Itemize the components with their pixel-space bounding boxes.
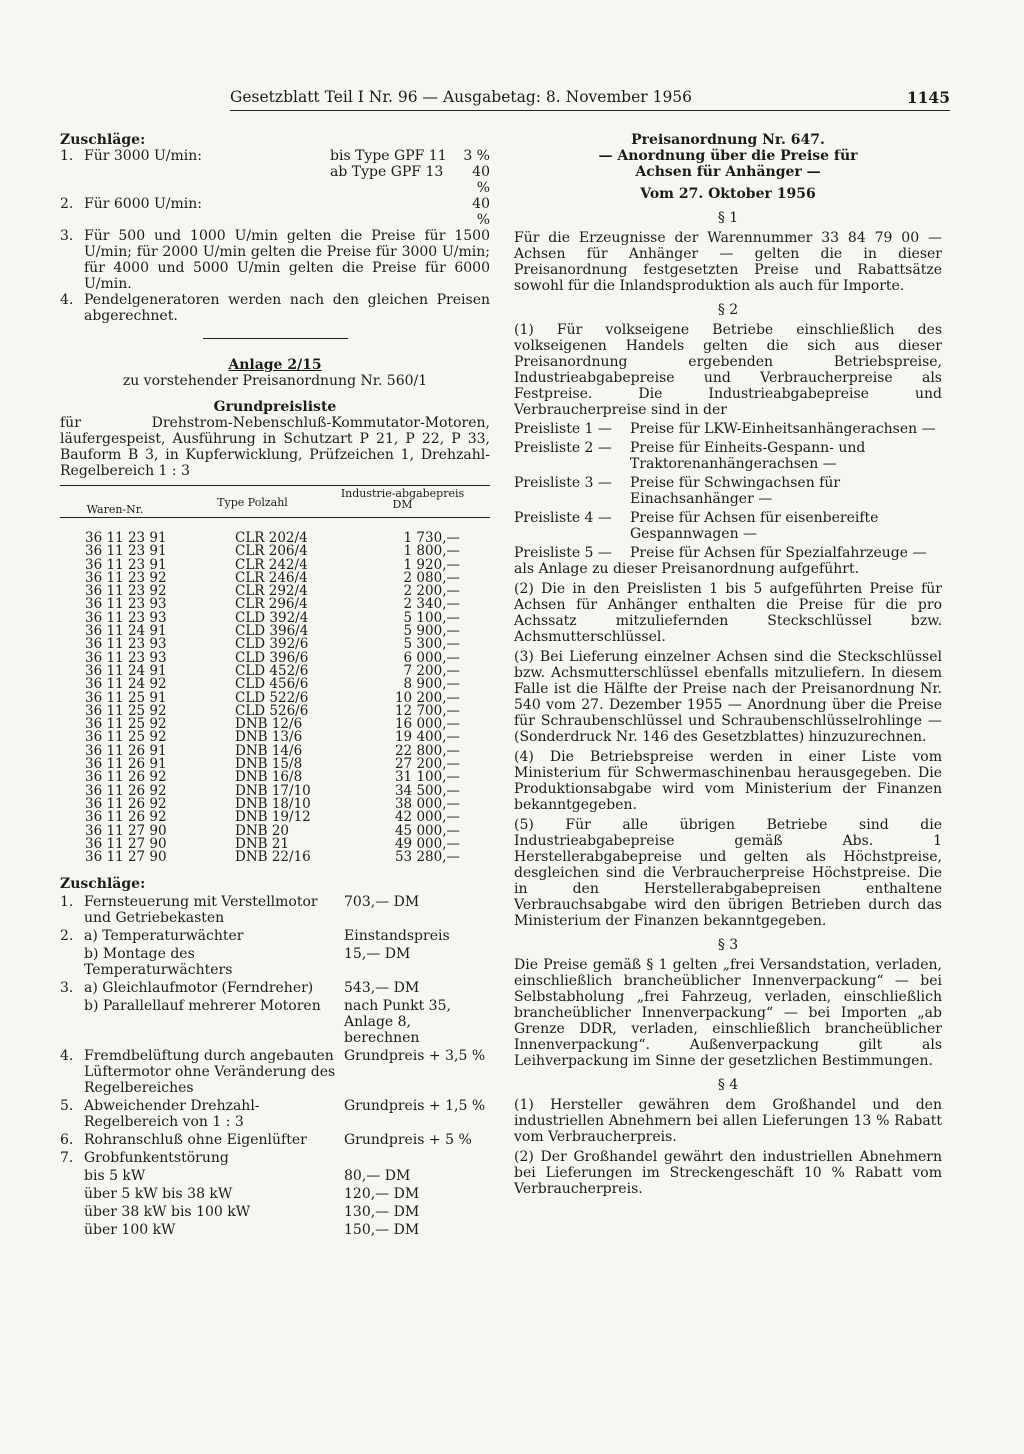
item-description: Rohranschluß ohne Eigenlüfter bbox=[84, 1132, 307, 1149]
item-value: Einstandspreis bbox=[344, 928, 450, 945]
table-cell-waren: 36 11 25 91 bbox=[85, 689, 167, 706]
table-cell-type: CLD 392/4 bbox=[235, 609, 309, 626]
price-list-title: Grundpreisliste bbox=[213, 399, 337, 415]
table-cell-waren: 36 11 26 92 bbox=[85, 795, 167, 812]
table-cell-waren: 36 11 25 92 bbox=[85, 716, 167, 733]
item-type: ab Type GPF 13 bbox=[330, 164, 444, 180]
table-cell-type: CLR 202/4 bbox=[235, 530, 308, 546]
item-value: Grundpreis + 5 % bbox=[344, 1132, 472, 1149]
table-cell-price: 10 200,— bbox=[394, 689, 460, 706]
section-3-heading: § 3 bbox=[717, 937, 739, 953]
item-description: Fremdbelüftung durch angebauten Lüftermotor ohne Veränderung des Regelbereiches bbox=[84, 1048, 336, 1097]
surcharges2-list bbox=[60, 894, 490, 1238]
table-cell-type: DNB 19/12 bbox=[235, 809, 311, 826]
item-description: a) Gleichlaufmotor (Ferndreher) bbox=[84, 980, 314, 997]
table-cell-price: 1 800,— bbox=[403, 543, 460, 560]
table-cell-waren: 36 11 23 93 bbox=[85, 596, 167, 613]
table-cell-price: 7 200,— bbox=[403, 662, 460, 679]
price-list-text: Preise für Achsen für eisenbereifte Gespannwagen — bbox=[630, 510, 879, 542]
table-cell-type: DNB 12/6 bbox=[235, 716, 303, 733]
divider bbox=[203, 338, 348, 339]
surcharge-item bbox=[60, 1168, 490, 1184]
surcharge-item bbox=[60, 1048, 490, 1096]
annex-reference: zu vorstehender Preisanordnung Nr. 560/1 bbox=[122, 373, 428, 389]
item-value: nach Punkt 35, Anlage 8, berechnen bbox=[344, 998, 451, 1047]
table-cell-price: 5 300,— bbox=[403, 636, 460, 653]
section-2-heading: § 2 bbox=[717, 302, 739, 318]
item-number bbox=[60, 1168, 84, 1184]
item-number: 2. bbox=[60, 928, 74, 945]
item-type: bis Type GPF 11 bbox=[330, 148, 447, 164]
table-cell-type: DNB 20 bbox=[235, 822, 290, 839]
price-list-item bbox=[514, 421, 942, 437]
table-cell-waren: 36 11 26 91 bbox=[85, 756, 167, 773]
surcharge-item bbox=[60, 228, 490, 292]
item-number: 6. bbox=[60, 1132, 74, 1149]
table-cell-price: 31 100,— bbox=[394, 769, 460, 786]
item-number bbox=[60, 1186, 84, 1202]
table-cell-type: DNB 15/8 bbox=[235, 756, 303, 773]
item-number: 3. bbox=[60, 228, 74, 244]
item-label: Für 3000 U/min: bbox=[84, 148, 202, 164]
item-value: 120,— DM bbox=[344, 1186, 420, 1203]
item-description: bis 5 kW bbox=[84, 1168, 146, 1185]
surcharge-item bbox=[60, 292, 490, 324]
table-cell-waren: 36 11 24 91 bbox=[85, 623, 167, 640]
table-cell-waren: 36 11 25 92 bbox=[85, 729, 167, 746]
section-2-para-3: (3) Bei Lieferung einzelner Achsen sind die Steckschlüssel bzw. Achsmutterschlüssel ebenfalls mitzuliefern. In diesem Falle ist die Hälfte der Preise nach der Preisanordnung Nr. 540 vom 27. Dezember 1955 — Anordnung über die Preise für Schraubenschlüssel und Schraubenschlüsselrohlinge — (Sonderdruck Nr. 146 des Gesetzblattes) hinzuzurechnen. bbox=[514, 649, 942, 745]
table-cell-waren: 36 11 27 90 bbox=[85, 835, 167, 852]
table-cell-price: 22 800,— bbox=[394, 742, 460, 759]
price-list-description: für Drehstrom-Nebenschluß-Kommutator-Motoren, läufergespeist, Ausführung in Schutzart P 21, P 22, P 33, Bauform B 3, in Kupferwicklung, Prüfzeichen 1, Drehzahl-Regelbereich 1 : 3 bbox=[60, 415, 490, 479]
item-percent: 40 % bbox=[472, 164, 490, 196]
page-number: 1145 bbox=[906, 88, 950, 107]
table-cell-type: CLD 526/6 bbox=[235, 702, 309, 719]
table-cell-type: CLR 292/4 bbox=[235, 583, 308, 600]
table-header bbox=[60, 485, 490, 518]
table-cell-waren: 36 11 23 93 bbox=[85, 609, 167, 626]
price-table bbox=[60, 518, 490, 864]
price-list-label: Preisliste 3 — bbox=[514, 475, 612, 491]
col-header-type: Type Polzahl bbox=[217, 496, 288, 509]
table-cell-waren: 36 11 26 91 bbox=[85, 742, 167, 759]
item-percent: 40 % bbox=[472, 196, 490, 228]
surcharge-item bbox=[60, 1204, 490, 1220]
section-4-para-2: (2) Der Großhandel gewährt den industriellen Abnehmern bei Lieferungen im Streckengeschäft 10 % Rabatt vom Verbraucherpreis. bbox=[514, 1149, 942, 1197]
section-2-para-4: (4) Die Betriebspreise werden in einer Liste vom Ministerium für Schwermaschinenbau herausgegeben. Die Produktionsabgabe wird vom Ministerium der Finanzen bekanntgegeben. bbox=[514, 749, 942, 813]
surcharge-item bbox=[60, 148, 490, 196]
col-header-waren: Waren-Nr. bbox=[86, 503, 144, 516]
item-value bbox=[344, 1150, 490, 1166]
item-description: b) Parallellauf mehrerer Motoren bbox=[84, 998, 321, 1015]
table-cell-type: DNB 17/10 bbox=[235, 782, 311, 799]
table-cell-type: DNB 18/10 bbox=[235, 795, 311, 812]
item-value: 80,— DM bbox=[344, 1168, 411, 1185]
price-list-item bbox=[514, 475, 942, 507]
table-cell-price: 16 000,— bbox=[394, 716, 460, 733]
col-header-price: Industrie-abgabepreis DM bbox=[340, 487, 465, 511]
table-cell-type: CLD 522/6 bbox=[235, 689, 309, 706]
item-value: 130,— DM bbox=[344, 1204, 420, 1221]
table-cell-price: 45 000,— bbox=[394, 822, 460, 839]
item-value: 15,— DM bbox=[344, 946, 411, 963]
surcharge-item bbox=[60, 1150, 490, 1166]
price-list-label: Preisliste 1 — bbox=[514, 421, 612, 437]
item-number: 1. bbox=[60, 148, 74, 164]
table-cell-type: CLD 456/6 bbox=[235, 676, 309, 693]
price-list-label: Preisliste 4 — bbox=[514, 510, 612, 526]
table-cell-price: 12 700,— bbox=[394, 702, 460, 719]
price-list-item bbox=[514, 440, 942, 472]
section-1-heading: § 1 bbox=[717, 210, 739, 226]
item-description: über 100 kW bbox=[84, 1222, 176, 1239]
item-number: 5. bbox=[60, 1098, 74, 1115]
table-cell-price: 19 400,— bbox=[394, 729, 460, 746]
left-column bbox=[60, 132, 490, 1238]
price-list-item bbox=[514, 510, 942, 542]
surcharge-item bbox=[60, 1098, 490, 1130]
table-cell-waren: 36 11 27 90 bbox=[85, 822, 167, 839]
item-description: b) Montage des Temperaturwächters bbox=[84, 946, 233, 979]
table-cell-waren: 36 11 24 91 bbox=[85, 662, 167, 679]
table-cell-type: CLD 396/4 bbox=[235, 623, 309, 640]
item-number: 1. bbox=[60, 894, 74, 911]
surcharge-item bbox=[60, 1186, 490, 1202]
item-description: Abweichender Drehzahl-Regelbereich von 1 : 3 bbox=[84, 1098, 260, 1131]
table-cell-waren: 36 11 26 92 bbox=[85, 769, 167, 786]
section-2-para-1-end: als Anlage zu dieser Preisanordnung aufgeführt. bbox=[514, 561, 860, 577]
table-cell-price: 34 500,— bbox=[394, 782, 460, 799]
table-cell-type: CLD 452/6 bbox=[235, 662, 309, 679]
table-cell-waren: 36 11 23 92 bbox=[85, 583, 167, 600]
annex-title: Anlage 2/15 bbox=[228, 357, 322, 373]
item-label: Für 6000 U/min: bbox=[84, 196, 202, 212]
table-cell-price: 1 730,— bbox=[403, 530, 460, 546]
header-title: Gesetzblatt Teil I Nr. 96 — Ausgabetag: 8. November 1956 bbox=[230, 88, 693, 106]
table-cell-price: 53 280,— bbox=[394, 849, 460, 866]
price-list-item bbox=[514, 545, 942, 561]
item-number: 4. bbox=[60, 292, 74, 308]
section-2-para-1: (1) Für volkseigene Betriebe einschließlich des volkseigenen Handels gelten die sich aus dieser Preisanordnung ergebenden Betriebspreise, Industrieabgabepreise und Verbraucherpreise als Festpreise. Die Industrieabgabepreise und Verbraucherpreise sind in der bbox=[514, 322, 942, 418]
section-2-para-5: (5) Für alle übrigen Betriebe sind die Industrieabgabepreise gemäß Abs. 1 Herstellerabgabepreise und gelten als Höchstpreise, desgleichen sind die Verbraucherpreise Höchstpreise. Die in den Herstellerabgabepreisen enthaltene Verbrauchsabgabe wird den übrigen Betrieben durch das Ministerium der Finanzen bekanntgegeben. bbox=[514, 817, 942, 929]
surcharge-item bbox=[60, 1222, 490, 1238]
item-number bbox=[60, 946, 84, 978]
table-cell-type: DNB 21 bbox=[235, 835, 290, 852]
table-cell-type: DNB 16/8 bbox=[235, 769, 303, 786]
table-cell-type: CLR 296/4 bbox=[235, 596, 308, 613]
table-cell-waren: 36 11 23 93 bbox=[85, 649, 167, 666]
surcharge-item bbox=[60, 894, 490, 926]
table-cell-price: 49 000,— bbox=[394, 835, 460, 852]
price-list-text: Preise für LKW-Einheitsanhängerachsen — bbox=[630, 421, 936, 437]
table-row bbox=[60, 851, 490, 864]
surcharge-item bbox=[60, 1132, 490, 1148]
table-cell-waren: 36 11 26 92 bbox=[85, 809, 167, 826]
section-1-text: Für die Erzeugnisse der Warennummer 33 84 79 00 — Achsen für Anhänger — gelten die in dieser Preisanordnung festgesetzten Preise und Rabattsätze sowohl für die Inlandsproduktion als auch für Importe. bbox=[514, 230, 942, 294]
section-3-text: Die Preise gemäß § 1 gelten „frei Versandstation, verladen, einschließlich branchеüblicher Innenverpackung“ — bei Selbstabholung „frei Fahrzeug, verladen, einschließlich branchеüblicher Innenverpackung“ — bei Importen „ab Grenze DDR, verladen, einschließlich branchеüblicher Innenverpackung“. Außenverpackung gilt als Leihverpackung im Sinne der gesetzlichen Bestimmungen. bbox=[514, 957, 942, 1069]
surcharge-item bbox=[60, 946, 490, 978]
table-cell-waren: 36 11 23 91 bbox=[85, 543, 167, 560]
table-cell-waren: 36 11 24 92 bbox=[85, 676, 167, 693]
item-description: über 38 kW bis 100 kW bbox=[84, 1204, 251, 1221]
section-4-para-1: (1) Hersteller gewähren dem Großhandel und den industriellen Abnehmern bei allen Lieferungen 13 % Rabatt vom Verbraucherpreis. bbox=[514, 1097, 942, 1145]
table-cell-type: DNB 22/16 bbox=[235, 849, 311, 866]
table-cell-price: 38 000,— bbox=[394, 795, 460, 812]
table-cell-type: DNB 14/6 bbox=[235, 742, 303, 759]
price-list-text: Preise für Achsen für Spezialfahrzeuge — bbox=[630, 545, 927, 561]
table-cell-price: 5 900,— bbox=[403, 623, 460, 640]
ordinance-subtitle: — Anordnung über die Preise für Achsen für Anhänger — bbox=[598, 148, 858, 180]
table-cell-price: 2 080,— bbox=[403, 569, 460, 586]
table-cell-waren: 36 11 23 93 bbox=[85, 636, 167, 653]
table-cell-waren: 36 11 23 92 bbox=[85, 569, 167, 586]
item-number: 2. bbox=[60, 196, 74, 212]
item-value: 703,— DM bbox=[344, 894, 420, 911]
item-number bbox=[60, 1204, 84, 1220]
item-number: 3. bbox=[60, 980, 74, 997]
price-list-text: Preise für Schwingachsen für Einachsanhänger — bbox=[630, 475, 841, 507]
item-number: 7. bbox=[60, 1150, 74, 1167]
price-list-label: Preisliste 5 — bbox=[514, 545, 612, 561]
item-text: Für 500 und 1000 U/min gelten die Preise für 1500 U/min; für 2000 U/min gelten die Preise für 3000 U/min; für 4000 und 5000 U/min gelten die Preise für 6000 U/min. bbox=[84, 228, 490, 292]
section-2-para-2: (2) Die in den Preislisten 1 bis 5 aufgeführten Preise für Achsen für Anhänger enthalten die Preise für die pro Achssatz mitzuliefernden Steckschlüssel bzw. Achsmutterschlüssel. bbox=[514, 581, 942, 645]
surcharge-item bbox=[60, 998, 490, 1046]
table-cell-waren: 36 11 23 91 bbox=[85, 556, 167, 573]
section-4-heading: § 4 bbox=[717, 1077, 739, 1093]
table-cell-type: CLR 242/4 bbox=[235, 556, 308, 573]
page-header bbox=[230, 88, 950, 111]
item-value: Grundpreis + 3,5 % bbox=[344, 1048, 486, 1065]
table-cell-price: 2 200,— bbox=[403, 583, 460, 600]
item-text: Pendelgeneratoren werden nach den gleichen Preisen abgerechnet. bbox=[84, 292, 490, 324]
right-column bbox=[514, 132, 942, 1197]
table-cell-type: CLD 396/6 bbox=[235, 649, 309, 666]
item-number bbox=[60, 998, 84, 1046]
surcharges-heading: Zuschläge: bbox=[60, 132, 146, 148]
table-cell-price: 6 000,— bbox=[403, 649, 460, 666]
ordinance-date: Vom 27. Oktober 1956 bbox=[640, 186, 816, 202]
item-value: 150,— DM bbox=[344, 1222, 420, 1239]
table-cell-type: DNB 13/6 bbox=[235, 729, 303, 746]
surcharges2-heading: Zuschläge: bbox=[60, 876, 146, 893]
item-percent: 3 % bbox=[463, 148, 490, 164]
table-cell-waren: 36 11 23 91 bbox=[85, 530, 167, 546]
item-number: 4. bbox=[60, 1048, 74, 1065]
table-cell-price: 27 200,— bbox=[394, 756, 460, 773]
item-value: 543,— DM bbox=[344, 980, 420, 997]
surcharge-item bbox=[60, 928, 490, 944]
item-value: Grundpreis + 1,5 % bbox=[344, 1098, 486, 1115]
table-cell-waren: 36 11 26 92 bbox=[85, 782, 167, 799]
table-cell-waren: 36 11 25 92 bbox=[85, 702, 167, 719]
table-cell-price: 1 920,— bbox=[403, 556, 460, 573]
table-cell-price: 5 100,— bbox=[403, 609, 460, 626]
surcharge-item bbox=[60, 196, 490, 228]
item-description: Fernsteuerung mit Verstellmotor und Getriebekasten bbox=[84, 894, 318, 927]
item-description: a) Temperaturwächter bbox=[84, 928, 244, 945]
item-description: über 5 kW bis 38 kW bbox=[84, 1186, 233, 1203]
ordinance-title: Preisanordnung Nr. 647. bbox=[631, 132, 825, 148]
table-cell-type: CLD 392/6 bbox=[235, 636, 309, 653]
price-list-text: Preise für Einheits-Gespann- und Traktorenanhängerachsen — bbox=[630, 440, 866, 472]
table-cell-price: 8 900,— bbox=[403, 676, 460, 693]
item-description: Grobfunkentstörung bbox=[84, 1150, 229, 1167]
price-lists bbox=[514, 421, 942, 561]
table-cell-price: 42 000,— bbox=[394, 809, 460, 826]
table-cell-price: 2 340,— bbox=[403, 596, 460, 613]
table-cell-type: CLR 246/4 bbox=[235, 569, 308, 586]
surcharge-item bbox=[60, 980, 490, 996]
table-cell-waren: 36 11 27 90 bbox=[85, 849, 167, 866]
price-list-label: Preisliste 2 — bbox=[514, 440, 612, 456]
item-number bbox=[60, 1222, 84, 1238]
table-cell-type: CLR 206/4 bbox=[235, 543, 308, 560]
